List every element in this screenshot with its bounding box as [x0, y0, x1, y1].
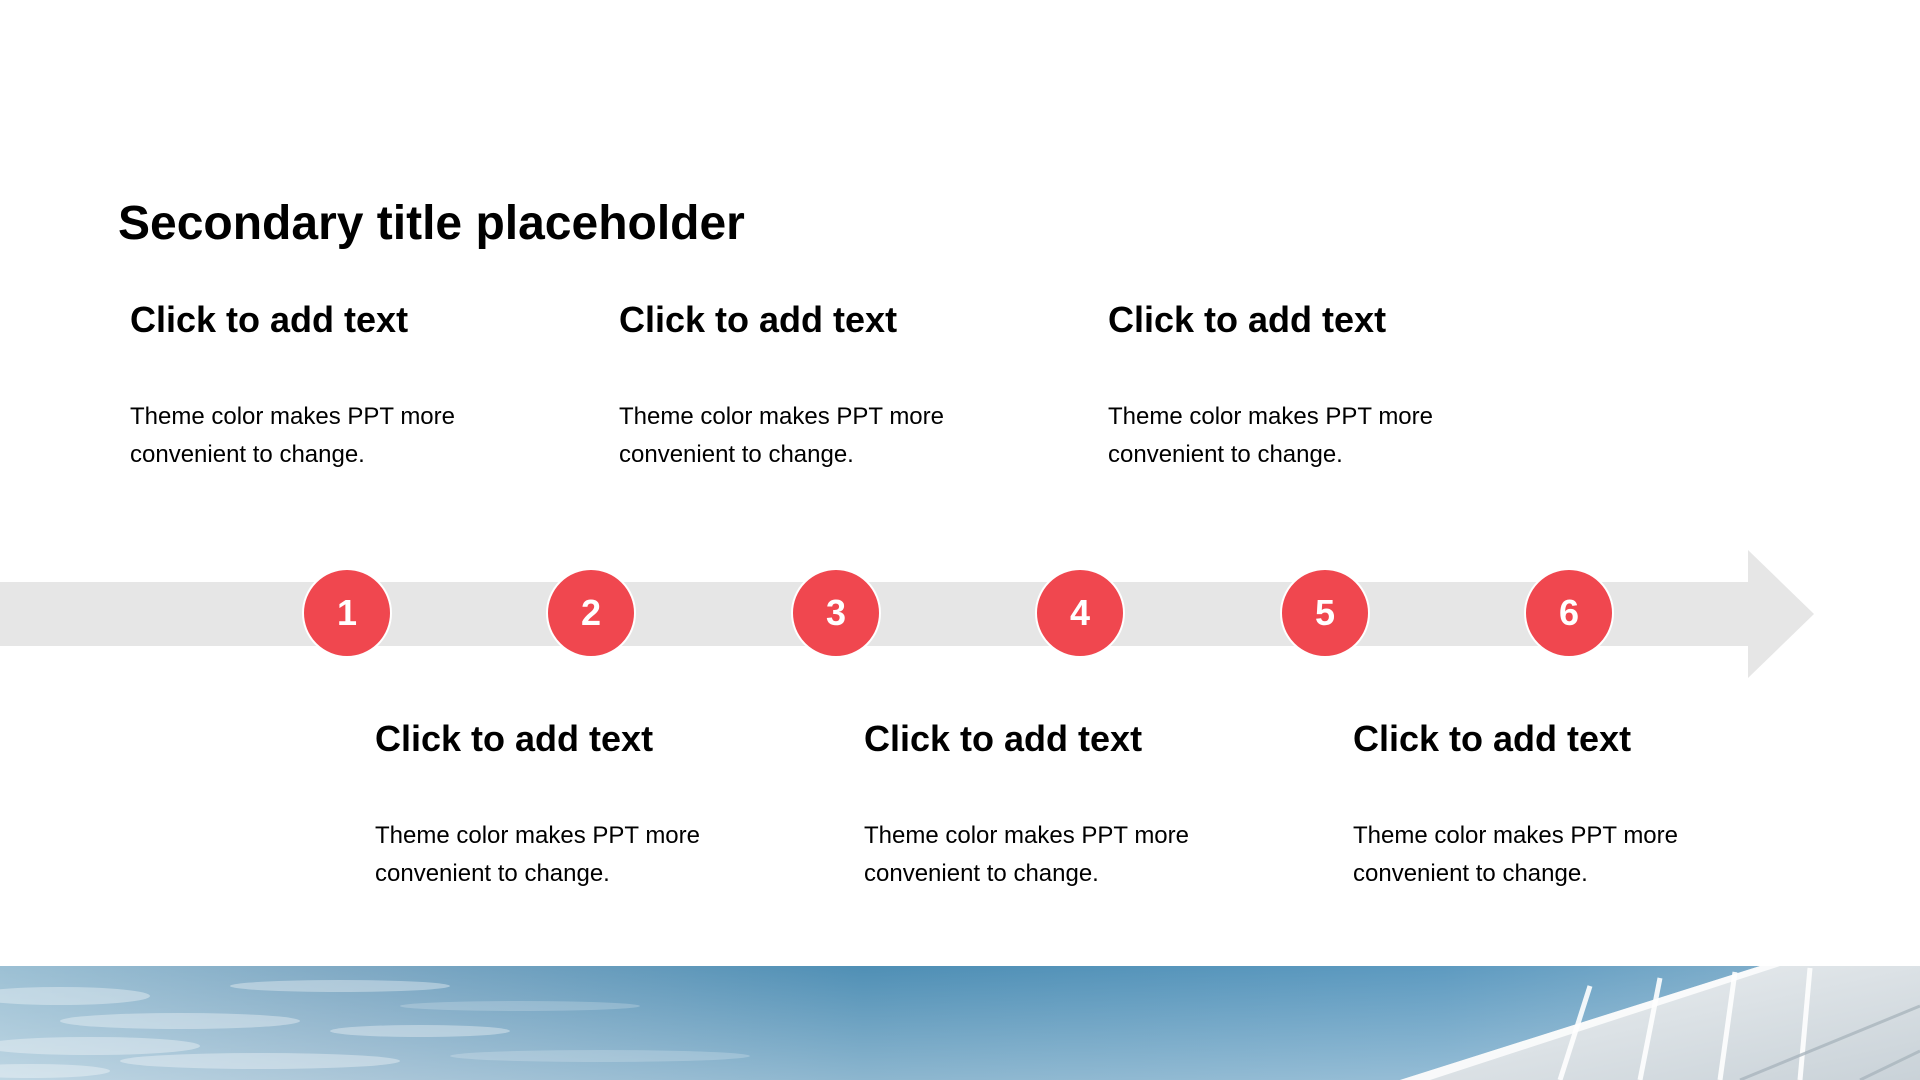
slide-title[interactable]: Secondary title placeholder — [118, 197, 745, 250]
step-circle-6: 6 — [1524, 568, 1614, 658]
step-circle-4: 4 — [1035, 568, 1125, 658]
text-block-2[interactable] — [375, 717, 775, 893]
text-block-body[interactable] — [864, 817, 1264, 893]
text-block-heading[interactable]: Click to add text — [619, 299, 898, 340]
text-block-body-line: Theme color makes PPT more — [1353, 822, 1678, 849]
text-block-body-line: Theme color makes PPT more — [864, 822, 1189, 849]
text-block-heading[interactable]: Click to add text — [375, 718, 654, 759]
text-block-5[interactable] — [1108, 298, 1508, 474]
text-block-body[interactable] — [1353, 817, 1753, 893]
text-block-6[interactable] — [1353, 717, 1753, 893]
text-block-body-line: convenient to change. — [130, 441, 365, 468]
step-circle-2: 2 — [546, 568, 636, 658]
text-block-body-line: convenient to change. — [1353, 860, 1588, 887]
step-circle-1: 1 — [302, 568, 392, 658]
text-block-body[interactable] — [619, 398, 1019, 474]
text-block-body-line: Theme color makes PPT more — [375, 822, 700, 849]
text-block-body[interactable] — [130, 398, 530, 474]
text-block-body[interactable] — [375, 817, 775, 893]
text-block-heading[interactable]: Click to add text — [130, 299, 409, 340]
footer-sky-building-image — [0, 966, 1920, 1080]
step-circle-3: 3 — [791, 568, 881, 658]
text-block-heading[interactable]: Click to add text — [1353, 718, 1632, 759]
text-block-4[interactable] — [864, 717, 1264, 893]
text-block-body-line: convenient to change. — [375, 860, 610, 887]
text-block-heading[interactable]: Click to add text — [1108, 299, 1387, 340]
text-block-body-line: convenient to change. — [1108, 441, 1343, 468]
text-block-body-line: convenient to change. — [619, 441, 854, 468]
text-block-body-line: Theme color makes PPT more — [130, 403, 455, 430]
text-block-1[interactable] — [130, 298, 530, 474]
text-block-body-line: Theme color makes PPT more — [1108, 403, 1433, 430]
text-block-body[interactable] — [1108, 398, 1508, 474]
step-circle-5: 5 — [1280, 568, 1370, 658]
text-block-body-line: Theme color makes PPT more — [619, 403, 944, 430]
text-block-3[interactable] — [619, 298, 1019, 474]
text-block-body-line: convenient to change. — [864, 860, 1099, 887]
text-block-heading[interactable]: Click to add text — [864, 718, 1143, 759]
